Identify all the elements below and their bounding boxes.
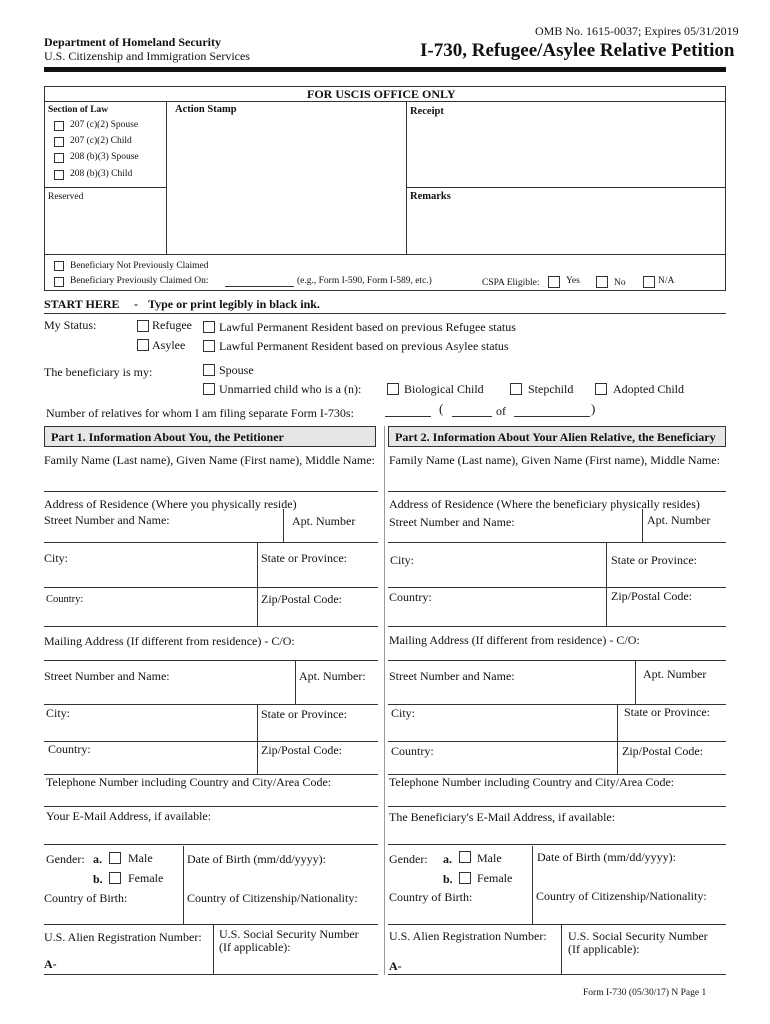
receipt-label: Receipt <box>410 106 444 117</box>
part-column-divider <box>384 426 385 975</box>
law-option-label: 207 (c)(2) Spouse <box>70 120 139 130</box>
p1-mailing-label: Mailing Address (If different from residence) - C/O: <box>44 634 295 648</box>
office-title-rule <box>44 101 726 102</box>
p2-alien-divider <box>561 924 562 974</box>
adopted-label: Adopted Child <box>613 382 684 396</box>
p1-street-divider <box>283 509 284 542</box>
p1-city2-label: City: <box>46 706 71 720</box>
office-divider-2 <box>406 101 407 254</box>
p2-city-field[interactable] <box>388 587 726 588</box>
biological-label: Biological Child <box>404 382 484 396</box>
p1-zip-label: Zip/Postal Code: <box>261 592 342 606</box>
spouse-checkbox[interactable] <box>203 364 215 376</box>
p2-female-label: Female <box>477 871 513 885</box>
p1-street2-field[interactable] <box>44 704 378 705</box>
form-footer: Form I-730 (05/30/17) N Page 1 <box>583 988 707 998</box>
action-stamp-label: Action Stamp <box>175 104 237 115</box>
office-divider-3 <box>406 187 726 188</box>
law-option-checkbox[interactable] <box>54 153 64 163</box>
p1-street-field[interactable] <box>44 542 378 543</box>
p1-phone-label: Telephone Number including Country and City/Area Code: <box>46 775 332 789</box>
p2-country2-label: Country: <box>391 744 434 758</box>
omb-number: OMB No. 1615-0037; Expires 05/31/2019 <box>535 24 739 38</box>
p1-dob-label: Date of Birth (mm/dd/yyyy): <box>187 852 326 866</box>
p2-email-field[interactable] <box>388 844 726 845</box>
claimed-example: (e.g., Form I-590, Form I-589, etc.) <box>297 276 432 286</box>
p2-zip-label: Zip/Postal Code: <box>611 589 692 603</box>
p2-apt2-label: Apt. Number <box>643 667 707 681</box>
p1-gender-divider <box>183 846 184 924</box>
biological-checkbox[interactable] <box>387 383 399 395</box>
beneficiary-is-label: The beneficiary is my: <box>44 365 153 379</box>
office-divider-5 <box>44 254 726 255</box>
p1-street2-divider <box>295 660 296 704</box>
p2-dob-label: Date of Birth (mm/dd/yyyy): <box>537 850 676 864</box>
cspa-na-checkbox[interactable] <box>643 276 655 288</box>
agency-name: U.S. Citizenship and Immigration Services <box>44 49 250 63</box>
p1-alien-reg-label: U.S. Alien Registration Number: <box>44 930 202 944</box>
unmarried-child-checkbox[interactable] <box>203 383 215 395</box>
p1-name-field[interactable] <box>44 491 378 492</box>
p2-gender-a: a. <box>443 852 452 866</box>
p1-city-divider <box>257 542 258 626</box>
my-status-label: My Status: <box>44 318 97 332</box>
law-option-checkbox[interactable] <box>54 121 64 131</box>
p1-apt2-label: Apt. Number: <box>299 669 366 683</box>
claimed-on-checkbox[interactable] <box>54 277 64 287</box>
p1-country-field[interactable] <box>44 626 378 627</box>
stepchild-checkbox[interactable] <box>510 383 522 395</box>
refugee-label: Refugee <box>152 318 192 332</box>
law-option-checkbox[interactable] <box>54 137 64 147</box>
p1-alien-field[interactable] <box>44 974 378 975</box>
start-instruction: Type or print legibly in black ink. <box>148 297 320 311</box>
law-option-label: 208 (b)(3) Child <box>70 169 133 179</box>
unmarried-child-label: Unmarried child who is a (n): <box>219 382 362 396</box>
p1-name-label: Family Name (Last name), Given Name (First name), Middle Name: <box>44 453 375 467</box>
p2-country-field[interactable] <box>388 626 726 627</box>
p2-country-label: Country: <box>389 590 432 604</box>
office-divider-1 <box>166 101 167 254</box>
p2-city2-field[interactable] <box>388 741 726 742</box>
p2-mailing-field[interactable] <box>388 660 726 661</box>
p2-male-label: Male <box>477 851 502 865</box>
p1-alien-divider <box>213 924 214 974</box>
p2-alien-reg-label: U.S. Alien Registration Number: <box>389 929 547 943</box>
refugee-checkbox[interactable] <box>137 320 149 332</box>
p2-birth-field[interactable] <box>388 924 726 925</box>
stepchild-label: Stepchild <box>528 382 574 396</box>
p1-male-label: Male <box>128 851 153 865</box>
adopted-checkbox[interactable] <box>595 383 607 395</box>
p1-female-checkbox[interactable] <box>109 872 121 884</box>
p1-mailing-field[interactable] <box>44 660 378 661</box>
law-option-checkbox[interactable] <box>54 170 64 180</box>
p1-email-label: Your E-Mail Address, if available: <box>46 809 212 823</box>
p1-zip2-label: Zip/Postal Code: <box>261 743 342 757</box>
p1-city2-field[interactable] <box>44 741 378 742</box>
p2-phone-field[interactable] <box>388 806 726 807</box>
p2-a-prefix: A- <box>389 959 402 973</box>
p1-address-label: Address of Residence (Where you physically reside) <box>44 497 297 511</box>
cspa-no-checkbox[interactable] <box>596 276 608 288</box>
p2-street-divider <box>642 509 643 542</box>
lpr-asylee-label: Lawful Permanent Resident based on previous Asylee status <box>219 339 509 353</box>
p2-email-label: The Beneficiary's E-Mail Address, if available: <box>389 810 616 824</box>
p2-gender-divider <box>532 846 533 924</box>
p2-street2-label: Street Number and Name: <box>389 669 515 683</box>
cspa-na-label: N/A <box>658 276 675 286</box>
num-relatives-label: Number of relatives for whom I am filing separate Form I-730s: <box>46 406 354 420</box>
spouse-label: Spouse <box>219 363 254 377</box>
p1-city-label: City: <box>44 551 69 565</box>
cspa-yes-checkbox[interactable] <box>548 276 560 288</box>
asylee-label: Asylee <box>152 338 186 352</box>
p1-female-label: Female <box>128 871 164 885</box>
p1-country2-label: Country: <box>48 742 91 756</box>
p2-gender-b: b. <box>443 872 453 886</box>
of-label: of <box>496 404 506 418</box>
p1-citizenship-label: Country of Citizenship/Nationality: <box>187 891 358 905</box>
relative-total-field[interactable] <box>514 416 590 417</box>
asylee-checkbox[interactable] <box>137 339 149 351</box>
section-of-law-label: Section of Law <box>48 105 109 115</box>
p1-gender-b: b. <box>93 872 103 886</box>
claimed-on-label: Beneficiary Previously Claimed On: <box>70 276 209 286</box>
p2-street2-divider <box>635 660 636 704</box>
paren-close: ) <box>591 401 596 416</box>
remarks-label: Remarks <box>410 191 451 202</box>
p1-ssn-label-2: (If applicable): <box>219 940 291 954</box>
p2-city-divider <box>606 542 607 626</box>
p2-mailing-label: Mailing Address (If different from residence) - C/O: <box>389 633 640 647</box>
p1-cob-label: Country of Birth: <box>44 891 128 905</box>
p2-phone-label: Telephone Number including Country and City/Area Code: <box>389 775 675 789</box>
start-rule <box>44 313 726 314</box>
cspa-no-label: No <box>614 278 626 288</box>
start-here-label: START HERE <box>44 297 120 311</box>
office-title: FOR USCIS OFFICE ONLY <box>307 87 456 101</box>
p2-street-field[interactable] <box>388 542 726 543</box>
lpr-refugee-label: Lawful Permanent Resident based on previous Refugee status <box>219 320 516 334</box>
p1-a-prefix: A- <box>44 957 57 971</box>
p2-state-label: State or Province: <box>611 553 697 567</box>
start-dash: - <box>134 297 138 311</box>
cspa-yes-label: Yes <box>566 276 580 286</box>
relative-number-field[interactable] <box>452 416 492 417</box>
p2-ssn-label: U.S. Social Security Number <box>568 929 708 943</box>
part1-header: Part 1. Information About You, the Petitioner <box>44 426 376 447</box>
claimed-on-field[interactable] <box>225 286 294 287</box>
p1-phone-field[interactable] <box>44 806 378 807</box>
not-claimed-label: Beneficiary Not Previously Claimed <box>70 261 209 271</box>
p1-male-checkbox[interactable] <box>109 852 121 864</box>
p1-birth-field[interactable] <box>44 924 378 925</box>
p2-apt-label: Apt. Number <box>647 513 711 527</box>
p1-street-label: Street Number and Name: <box>44 513 170 527</box>
p2-male-checkbox[interactable] <box>459 851 471 863</box>
header-rule <box>44 67 726 72</box>
p2-alien-field[interactable] <box>388 974 726 975</box>
lpr-refugee-checkbox[interactable] <box>203 321 215 333</box>
p2-city2-label: City: <box>391 706 416 720</box>
p1-city-field[interactable] <box>44 587 378 588</box>
p2-state2-label: State or Province: <box>624 705 710 719</box>
lpr-asylee-checkbox[interactable] <box>203 340 215 352</box>
p2-street-label: Street Number and Name: <box>389 515 515 529</box>
p2-gender-label: Gender: <box>389 852 428 866</box>
form-title: I-730, Refugee/Asylee Relative Petition <box>420 40 735 61</box>
paren-open: ( <box>439 401 444 416</box>
p2-city2-divider <box>617 704 618 774</box>
p2-address-label: Address of Residence (Where the beneficiary physically resides) <box>389 497 700 511</box>
part2-header: Part 2. Information About Your Alien Relative, the Beneficiary <box>388 426 726 447</box>
not-claimed-checkbox[interactable] <box>54 261 64 271</box>
cspa-label: CSPA Eligible: <box>482 278 540 288</box>
p1-gender-label: Gender: <box>46 852 85 866</box>
p1-apt-label: Apt. Number <box>292 514 356 528</box>
p2-city-label: City: <box>390 553 415 567</box>
p1-gender-a: a. <box>93 852 102 866</box>
p2-cob-label: Country of Birth: <box>389 890 473 904</box>
reserved-label: Reserved <box>48 192 84 202</box>
department-name: Department of Homeland Security <box>44 35 221 49</box>
law-option-label: 208 (b)(3) Spouse <box>70 152 139 162</box>
p2-female-checkbox[interactable] <box>459 872 471 884</box>
num-relatives-field[interactable] <box>385 416 431 417</box>
p1-street2-label: Street Number and Name: <box>44 669 170 683</box>
law-option-label: 207 (c)(2) Child <box>70 136 132 146</box>
p1-state2-label: State or Province: <box>261 707 347 721</box>
p2-ssn-label-2: (If applicable): <box>568 942 640 956</box>
p1-city2-divider <box>257 704 258 774</box>
p1-email-field[interactable] <box>44 844 378 845</box>
p1-state-label: State or Province: <box>261 551 347 565</box>
p1-ssn-label: U.S. Social Security Number <box>219 927 359 941</box>
p2-zip2-label: Zip/Postal Code: <box>622 744 703 758</box>
p2-name-field[interactable] <box>388 491 726 492</box>
office-divider-4 <box>44 187 166 188</box>
p1-country-label: Country: <box>46 594 84 605</box>
p2-citizenship-label: Country of Citizenship/Nationality: <box>536 889 707 903</box>
p2-name-label: Family Name (Last name), Given Name (First name), Middle Name: <box>389 453 720 467</box>
